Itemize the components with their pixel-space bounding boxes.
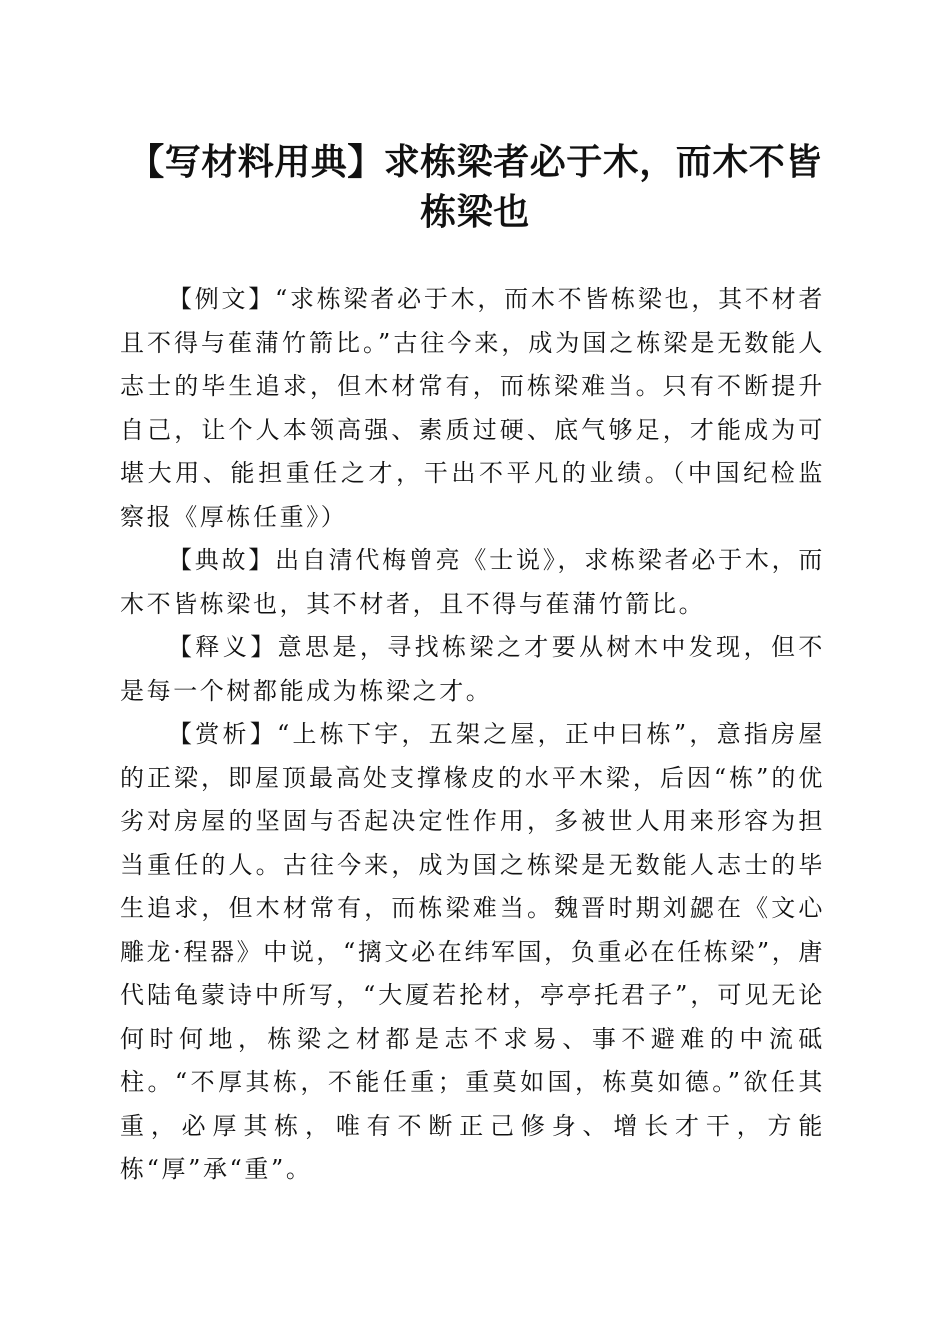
page-title: 【写材料用典】求栋梁者必于木，而木不皆栋梁也: [128, 142, 822, 233]
document-body: [120, 278, 825, 1192]
paragraph-example: 【例文】“求栋梁者必于木，而木不皆栋梁也，其不材者且不得与萑蒲竹箭比。”古往今来，成为国之栋梁是无数能人志士的毕生追求，但木材常有，而栋梁难当。只有不断提升自己，让个人本领高强、素质过硬、底气够足，才能成为可堪大用、能担重任之才，干出不平凡的业绩。（中国纪检监察报《厚栋任重》）: [120, 285, 825, 531]
paragraph-appreciation: 【赏析】“上栋下宇，五架之屋，正中曰栋”，意指房屋的正梁，即屋顶最高处支撑椽皮的水平木梁，后因“栋”的优劣对房屋的坚固与否起决定性作用，多被世人用来形容为担当重任的人。古往今来，成为国之栋梁是无数能人志士的毕生追求，但木材常有，而栋梁难当。魏晋时期刘勰在《文心雕龙·程器》中说，“摛文必在纬军国，负重必在任栋梁”，唐代陆龟蒙诗中所写，“大厦若抡材，亭亭托君子”，可见无论何时何地，栋梁之材都是志不求易、事不避难的中流砥柱。“不厚其栋，不能任重；重莫如国，栋莫如德。”欲任其重，必厚其栋，唯有不断正己修身、增长才干，方能栋“厚”承“重”。: [120, 720, 825, 1183]
paragraph-meaning: 【释义】意思是，寻找栋梁之才要从树木中发现，但不是每一个树都能成为栋梁之才。: [120, 633, 825, 705]
paragraph-allusion: 【典故】出自清代梅曾亮《士说》，求栋梁者必于木，而木不皆栋梁也，其不材者，且不得与萑蒲竹箭比。: [120, 546, 825, 618]
